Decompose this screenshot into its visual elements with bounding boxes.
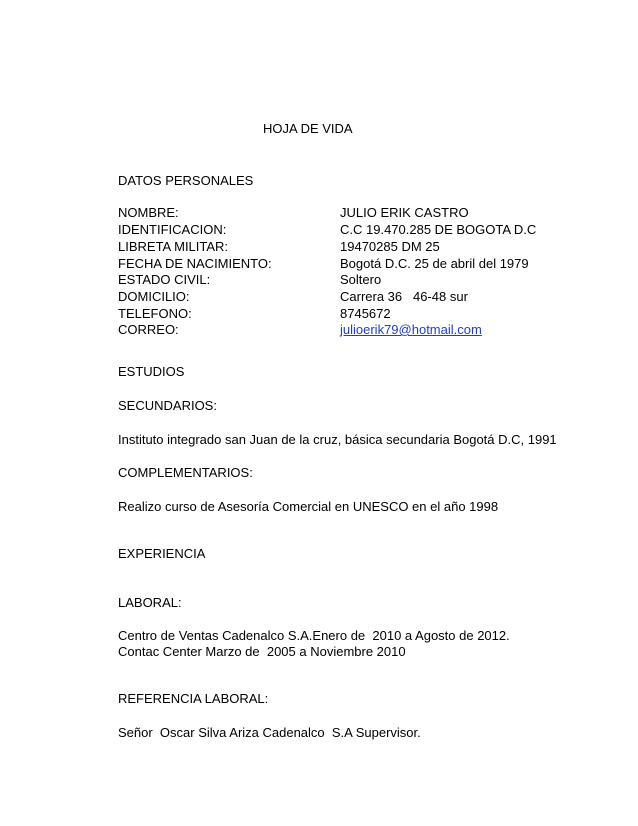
document-title: HOJA DE VIDA: [263, 121, 353, 136]
email-link[interactable]: julioerik79@hotmail.com: [340, 322, 482, 337]
field-value-nombre: JULIO ERIK CASTRO: [340, 205, 469, 220]
field-label-libreta-militar: LIBRETA MILITAR:: [118, 239, 229, 254]
field-value-estado-civil: Soltero: [340, 272, 382, 287]
field-value-fecha-nacimiento: Bogotá D.C. 25 de abril del 1979: [340, 256, 529, 271]
subheading-secondary: SECUNDARIOS:: [118, 398, 217, 413]
field-value-libreta-militar: 19470285 DM 25: [340, 239, 440, 254]
section-heading-experience: EXPERIENCIA: [118, 546, 206, 561]
secondary-studies-text: Instituto integrado san Juan de la cruz, básica secundaria Bogotá D.C, 1991: [118, 432, 557, 447]
complementary-studies-text: Realizo curso de Asesoría Comercial en UNESCO en el año 1998: [118, 499, 499, 514]
field-value-identificacion: C.C 19.470.285 DE BOGOTA D.C: [340, 222, 537, 237]
field-label-nombre: NOMBRE:: [118, 205, 179, 220]
subheading-labor: LABORAL:: [118, 595, 182, 610]
field-value-domicilio: Carrera 36 46-48 sur: [340, 289, 468, 304]
section-heading-reference: REFERENCIA LABORAL:: [118, 691, 269, 706]
field-label-telefono: TELEFONO:: [118, 306, 192, 321]
job-entry: Centro de Ventas Cadenalco S.A.Enero de 2010 a Agosto de 2012.: [118, 628, 510, 643]
section-heading-personal: DATOS PERSONALES: [118, 173, 254, 188]
field-label-fecha-nacimiento: FECHA DE NACIMIENTO:: [118, 256, 272, 271]
field-label-domicilio: DOMICILIO:: [118, 289, 190, 304]
field-label-correo: CORREO:: [118, 322, 179, 337]
field-value-telefono: 8745672: [340, 306, 391, 321]
field-label-identificacion: IDENTIFICACION:: [118, 222, 227, 237]
job-entry: Contac Center Marzo de 2005 a Noviembre 2010: [118, 644, 406, 659]
reference-text: Señor Oscar Silva Ariza Cadenalco S.A Supervisor.: [118, 725, 421, 740]
field-label-estado-civil: ESTADO CIVIL:: [118, 272, 211, 287]
section-heading-studies: ESTUDIOS: [118, 364, 185, 379]
subheading-complementary: COMPLEMENTARIOS:: [118, 465, 253, 480]
